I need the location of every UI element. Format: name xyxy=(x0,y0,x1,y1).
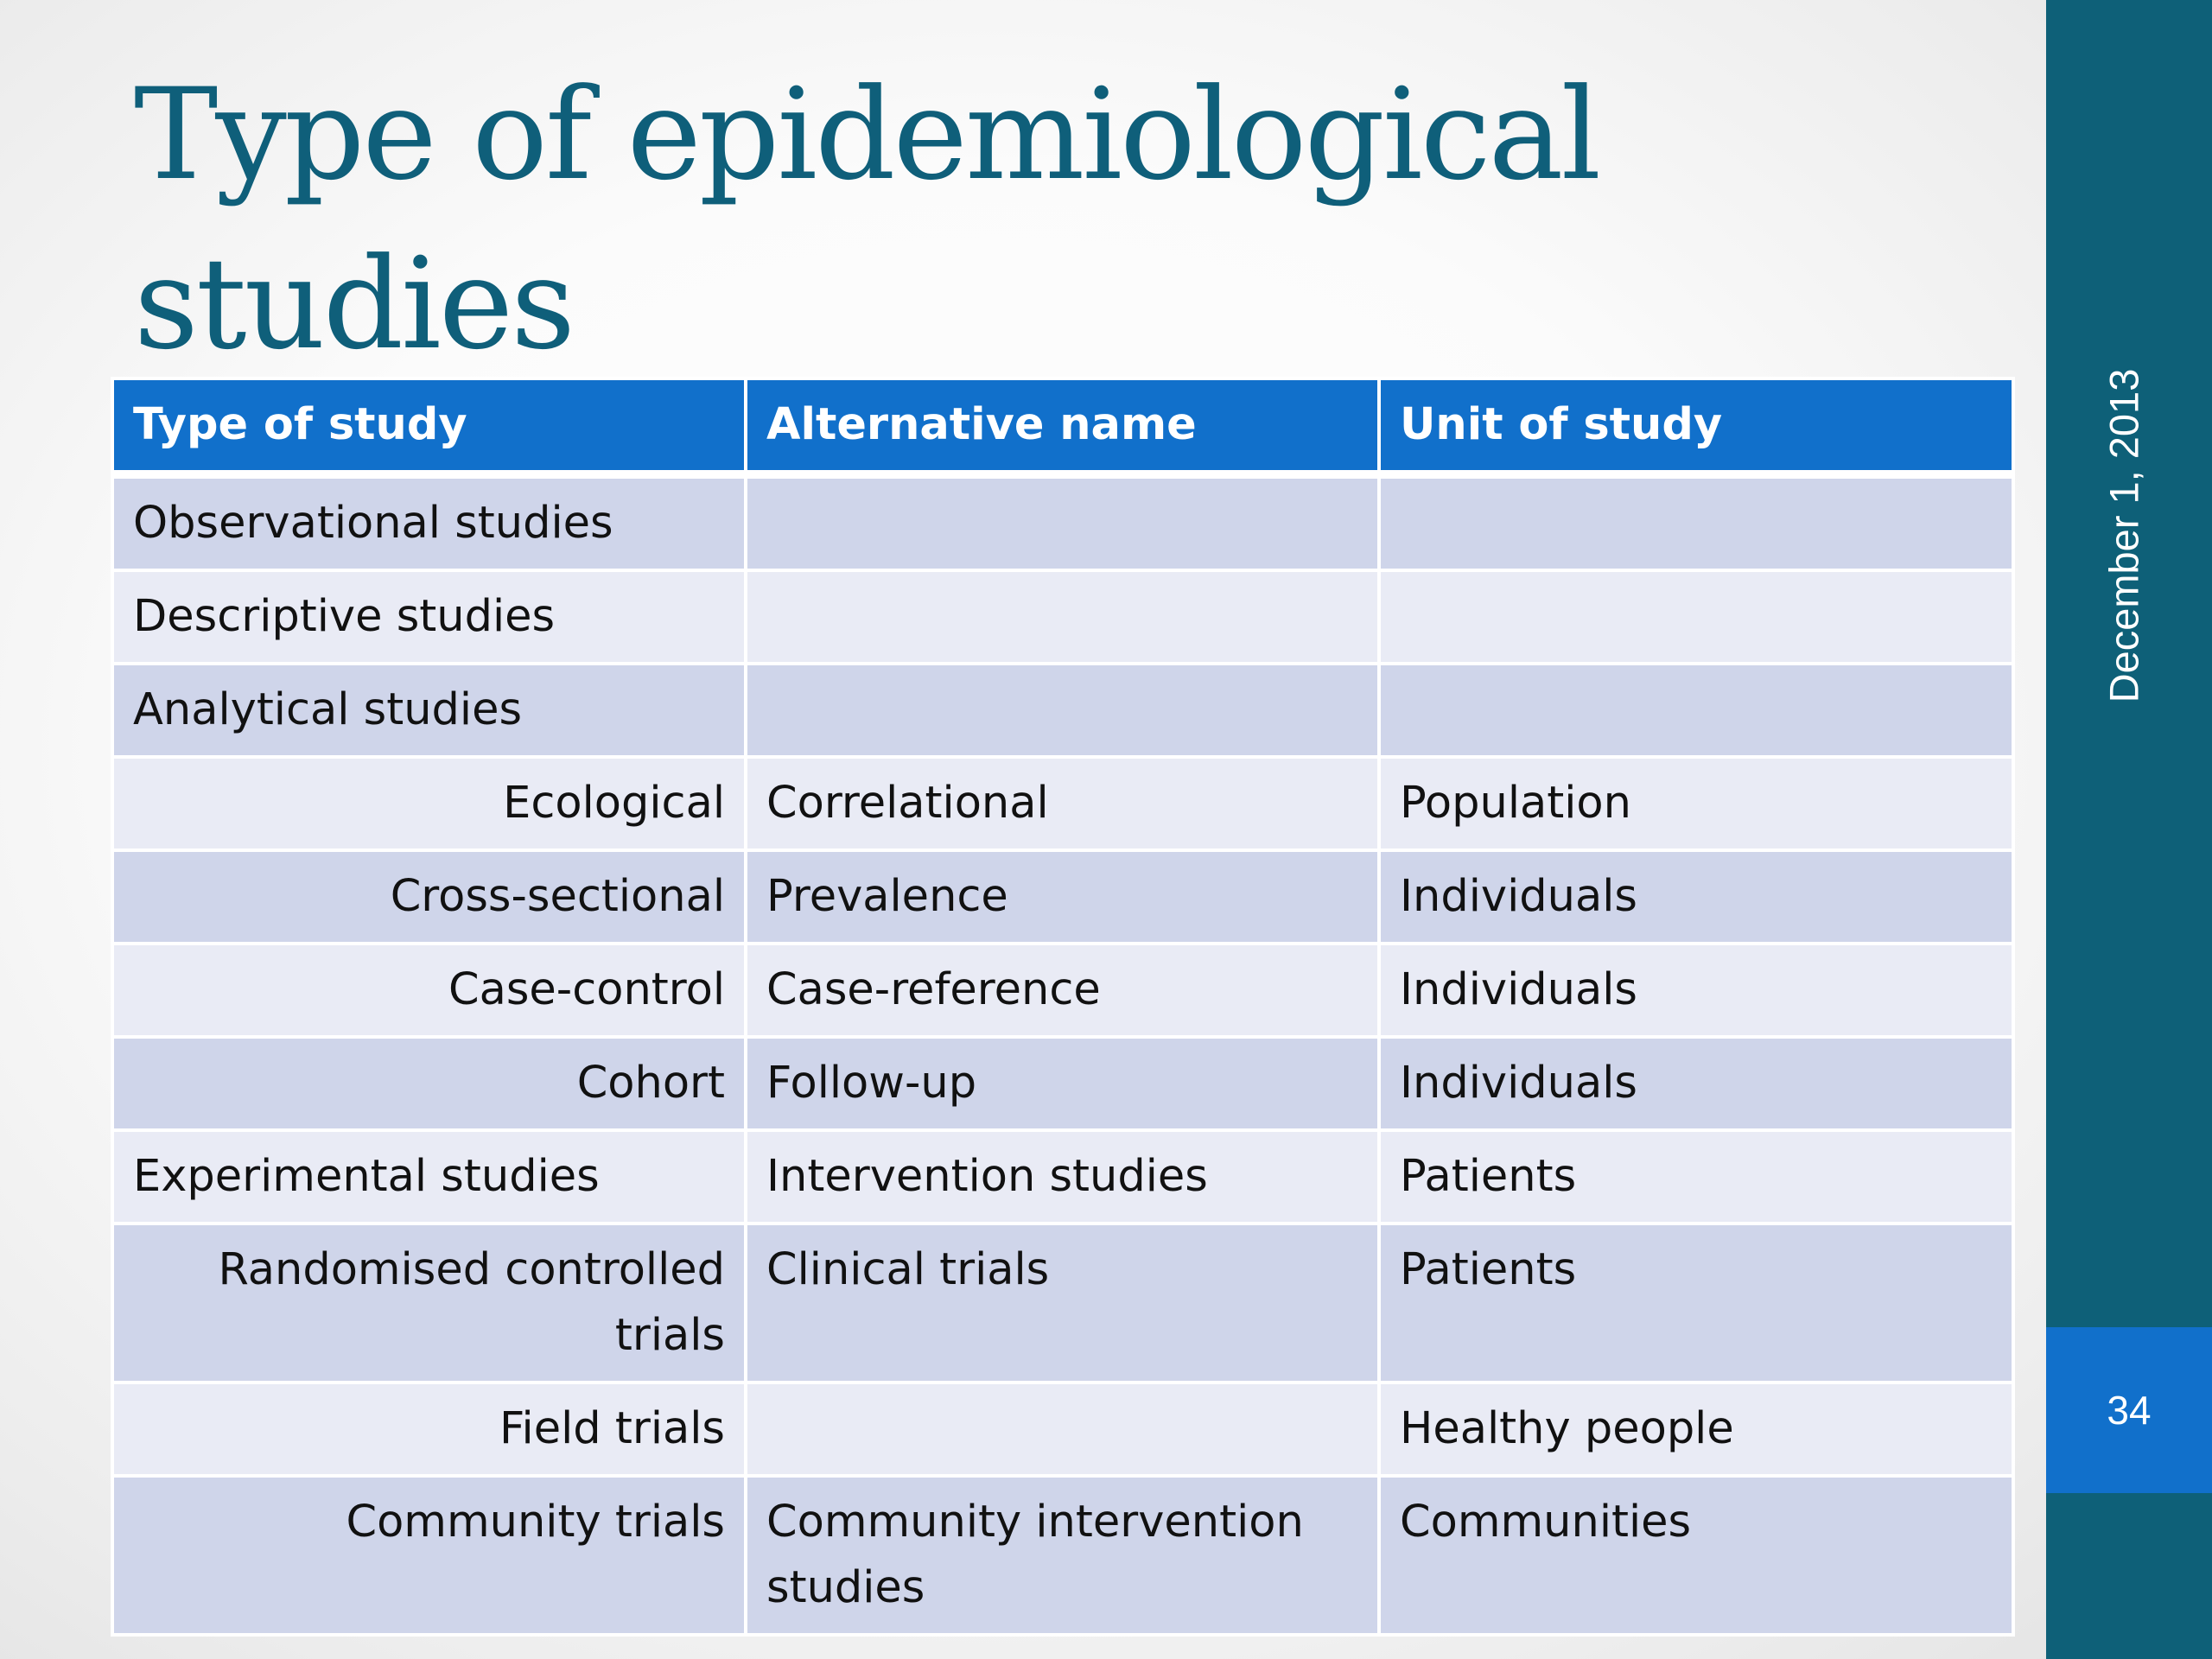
unit-cell: Individuals xyxy=(1379,850,2013,944)
table-header-row xyxy=(112,378,2013,474)
header-alternative-name: Alternative name xyxy=(746,378,1379,474)
alternative-name-cell: Case-reference xyxy=(746,944,1379,1037)
table-row xyxy=(112,944,2013,1037)
table-row xyxy=(112,1382,2013,1476)
table-row xyxy=(112,1037,2013,1130)
unit-cell: Population xyxy=(1379,757,2013,850)
alternative-name-cell xyxy=(746,474,1379,570)
study-types-table xyxy=(111,377,2015,1637)
type-cell: Cross-sectional xyxy=(112,850,746,944)
unit-cell: Patients xyxy=(1379,1224,2013,1382)
alternative-name-cell: Correlational xyxy=(746,757,1379,850)
type-cell: Analytical studies xyxy=(112,664,746,757)
table-row xyxy=(112,474,2013,570)
unit-cell xyxy=(1379,664,2013,757)
type-cell: Case-control xyxy=(112,944,746,1037)
unit-cell: Communities xyxy=(1379,1476,2013,1635)
page-number: 34 xyxy=(2046,1327,2212,1493)
alternative-name-cell: Intervention studies xyxy=(746,1130,1379,1224)
alternative-name-cell xyxy=(746,570,1379,664)
unit-cell: Individuals xyxy=(1379,1037,2013,1130)
type-cell: Randomised controlled trials xyxy=(112,1224,746,1382)
type-cell: Cohort xyxy=(112,1037,746,1130)
alternative-name-cell: Community intervention studies xyxy=(746,1476,1379,1635)
type-cell: Descriptive studies xyxy=(112,570,746,664)
table-row xyxy=(112,1130,2013,1224)
alternative-name-cell: Clinical trials xyxy=(746,1224,1379,1382)
type-cell: Ecological xyxy=(112,757,746,850)
table-row xyxy=(112,1476,2013,1635)
alternative-name-cell xyxy=(746,1382,1379,1476)
type-cell: Observational studies xyxy=(112,474,746,570)
alternative-name-cell: Follow-up xyxy=(746,1037,1379,1130)
table-row xyxy=(112,1224,2013,1382)
alternative-name-cell: Prevalence xyxy=(746,850,1379,944)
slide-date: December 1, 2013 xyxy=(2101,368,2147,703)
header-type-of-study: Type of study xyxy=(112,378,746,474)
type-cell: Community trials xyxy=(112,1476,746,1635)
unit-cell xyxy=(1379,474,2013,570)
slide-title: Type of epidemiological studies xyxy=(134,61,1599,378)
alternative-name-cell xyxy=(746,664,1379,757)
type-cell: Experimental studies xyxy=(112,1130,746,1224)
unit-cell xyxy=(1379,570,2013,664)
table-row xyxy=(112,570,2013,664)
unit-cell: Individuals xyxy=(1379,944,2013,1037)
table-row xyxy=(112,664,2013,757)
table-row xyxy=(112,757,2013,850)
header-unit-of-study: Unit of study xyxy=(1379,378,2013,474)
type-cell: Field trials xyxy=(112,1382,746,1476)
table-row xyxy=(112,850,2013,944)
unit-cell: Patients xyxy=(1379,1130,2013,1224)
unit-cell: Healthy people xyxy=(1379,1382,2013,1476)
